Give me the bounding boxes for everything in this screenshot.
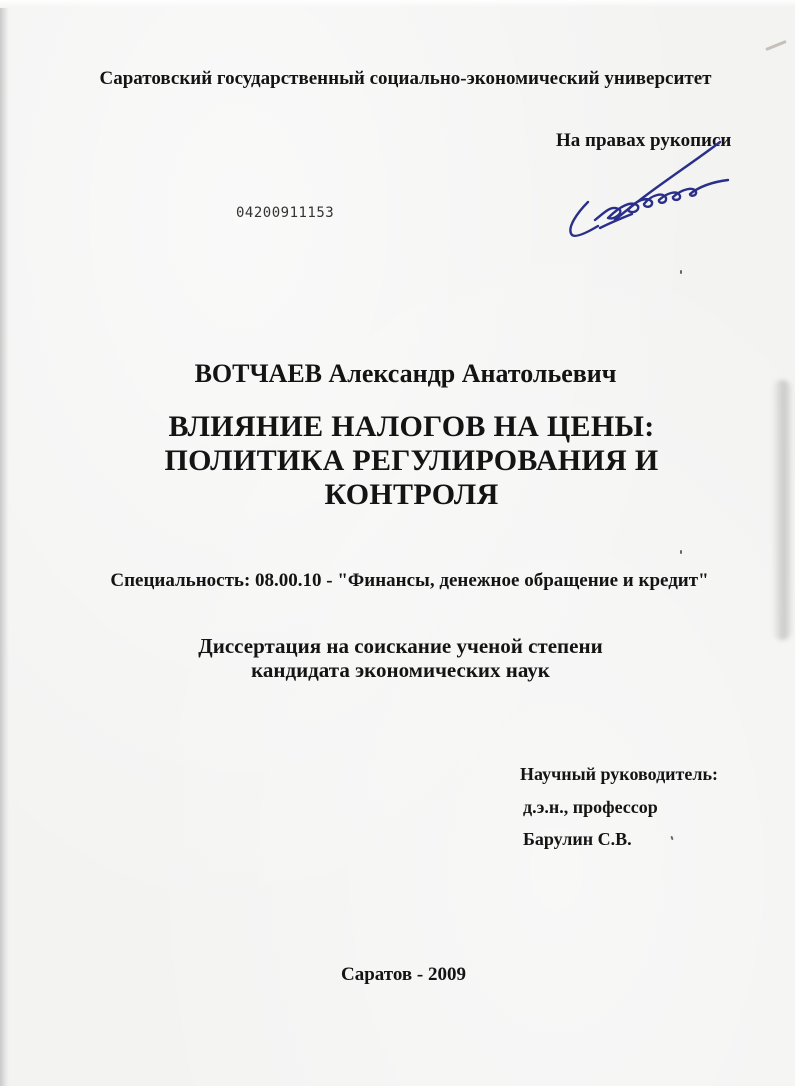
degree-line-1: Диссертация на соискание ученой степени xyxy=(198,634,603,658)
specialty: Специальность: 08.00.10 - "Финансы, денежное обращение и кредит" xyxy=(110,570,709,591)
registration-number: 04200911153 xyxy=(236,205,335,221)
scan-speck xyxy=(680,270,682,274)
university-name: Саратовский государственный социально-экономический университет xyxy=(99,68,712,89)
city-year: Саратов - 2009 xyxy=(341,964,466,985)
supervisor-name: Барулин С.В. xyxy=(523,829,632,849)
supervisor-credentials: д.э.н., профессор xyxy=(523,797,658,817)
dissertation-title-line-3: КОНТРОЛЯ xyxy=(324,478,499,511)
page-top-edge xyxy=(0,0,795,7)
page-left-edge-shadow xyxy=(0,8,9,1086)
dissertation-title-line-1: ВЛИЯНИЕ НАЛОГОВ НА ЦЕНЫ: xyxy=(168,410,655,443)
degree-line-2: кандидата экономических наук xyxy=(251,658,550,682)
scan-speck xyxy=(670,836,673,840)
dissertation-title-line-2: ПОЛИТИКА РЕГУЛИРОВАНИЯ И xyxy=(164,444,659,477)
signature-icon xyxy=(560,140,750,240)
scan-mark xyxy=(765,40,787,51)
scan-speck xyxy=(680,550,682,554)
manuscript-note: На правах рукописи xyxy=(556,130,732,151)
author-name: ВОТЧАЕВ Александр Анатольевич xyxy=(194,359,617,388)
supervisor-label: Научный руководитель: xyxy=(520,764,718,784)
